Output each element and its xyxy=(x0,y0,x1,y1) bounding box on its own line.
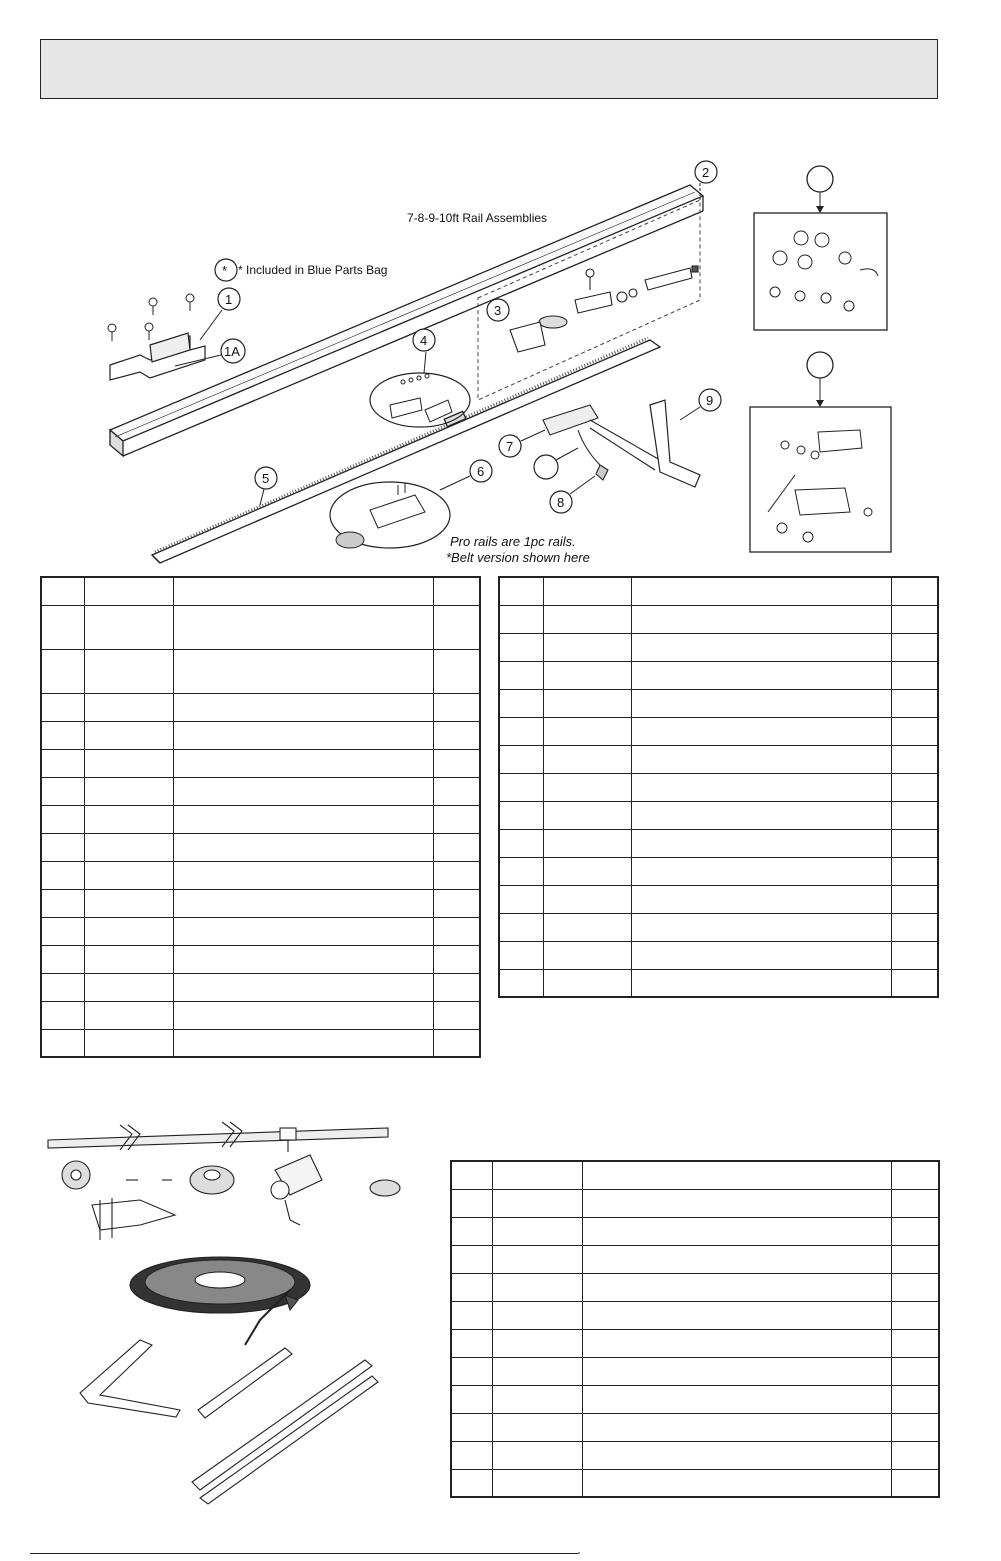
belt-version-note: *Belt version shown here xyxy=(446,550,590,565)
callout-2-text: 2 xyxy=(702,165,710,180)
table-row xyxy=(451,1357,939,1385)
table-row xyxy=(499,829,938,857)
table-row xyxy=(499,801,938,829)
footer-rule xyxy=(30,1553,578,1554)
table-row xyxy=(41,1001,480,1029)
callout-star-text: * xyxy=(222,263,228,278)
table-row xyxy=(499,773,938,801)
table-row xyxy=(41,649,480,693)
table-row xyxy=(499,745,938,773)
table-header-row xyxy=(41,577,480,605)
table-row xyxy=(451,1217,939,1245)
table-row xyxy=(41,973,480,1001)
kit-box-bottom xyxy=(750,407,891,552)
table-row xyxy=(451,1385,939,1413)
callout-5-text: 5 xyxy=(262,471,270,486)
table-row xyxy=(41,805,480,833)
table-row xyxy=(41,605,480,649)
table-row xyxy=(499,605,938,633)
table-row xyxy=(499,913,938,941)
table-row xyxy=(41,693,480,721)
callout-3-text: 3 xyxy=(494,303,502,318)
table-header-row xyxy=(499,577,938,605)
callout-4-text: 4 xyxy=(420,333,428,348)
table-row xyxy=(41,749,480,777)
kit-box-top xyxy=(754,213,887,330)
table-header-row xyxy=(451,1161,939,1189)
rail-kit-illustration xyxy=(48,1122,400,1504)
parts-table-bottom xyxy=(450,1160,940,1498)
table-row xyxy=(451,1329,939,1357)
pro-rails-note: Pro rails are 1pc rails. xyxy=(450,534,576,549)
belt-rail xyxy=(152,338,660,563)
rail-assembly xyxy=(110,185,703,456)
table-row xyxy=(499,969,938,997)
table-row xyxy=(451,1245,939,1273)
table-row xyxy=(41,889,480,917)
table-row xyxy=(41,777,480,805)
table-row xyxy=(451,1189,939,1217)
idler-assembly xyxy=(510,266,698,352)
table-row xyxy=(499,885,938,913)
callout-blank xyxy=(534,455,558,479)
blue-bag-note: * Included in Blue Parts Bag xyxy=(238,263,388,277)
table-row xyxy=(41,1029,480,1057)
table-row xyxy=(499,717,938,745)
callout-9-text: 9 xyxy=(706,393,714,408)
table-row xyxy=(41,917,480,945)
table-row xyxy=(451,1413,939,1441)
table-row xyxy=(41,721,480,749)
table-row xyxy=(499,689,938,717)
table-row xyxy=(41,833,480,861)
table-row xyxy=(41,861,480,889)
callout-8-text: 8 xyxy=(557,495,565,510)
callout-1a-text: 1A xyxy=(224,344,240,359)
table-row xyxy=(451,1301,939,1329)
callout-7-text: 7 xyxy=(506,439,514,454)
table-row xyxy=(451,1469,939,1497)
callout-1-text: 1 xyxy=(225,292,233,307)
table-row xyxy=(451,1273,939,1301)
table-row xyxy=(499,661,938,689)
table-row xyxy=(499,857,938,885)
parts-table-left xyxy=(40,576,481,1058)
bent-arm xyxy=(650,400,700,487)
front-bracket xyxy=(110,333,205,380)
table-row xyxy=(41,945,480,973)
table-row xyxy=(499,633,938,661)
callout-6-text: 6 xyxy=(477,464,485,479)
screws xyxy=(108,294,194,341)
trolley xyxy=(543,405,660,480)
parts-table-right xyxy=(498,576,939,998)
rail-assembly-label: 7-8-9-10ft Rail Assemblies xyxy=(407,211,548,225)
table-row xyxy=(499,941,938,969)
table-row xyxy=(451,1441,939,1469)
